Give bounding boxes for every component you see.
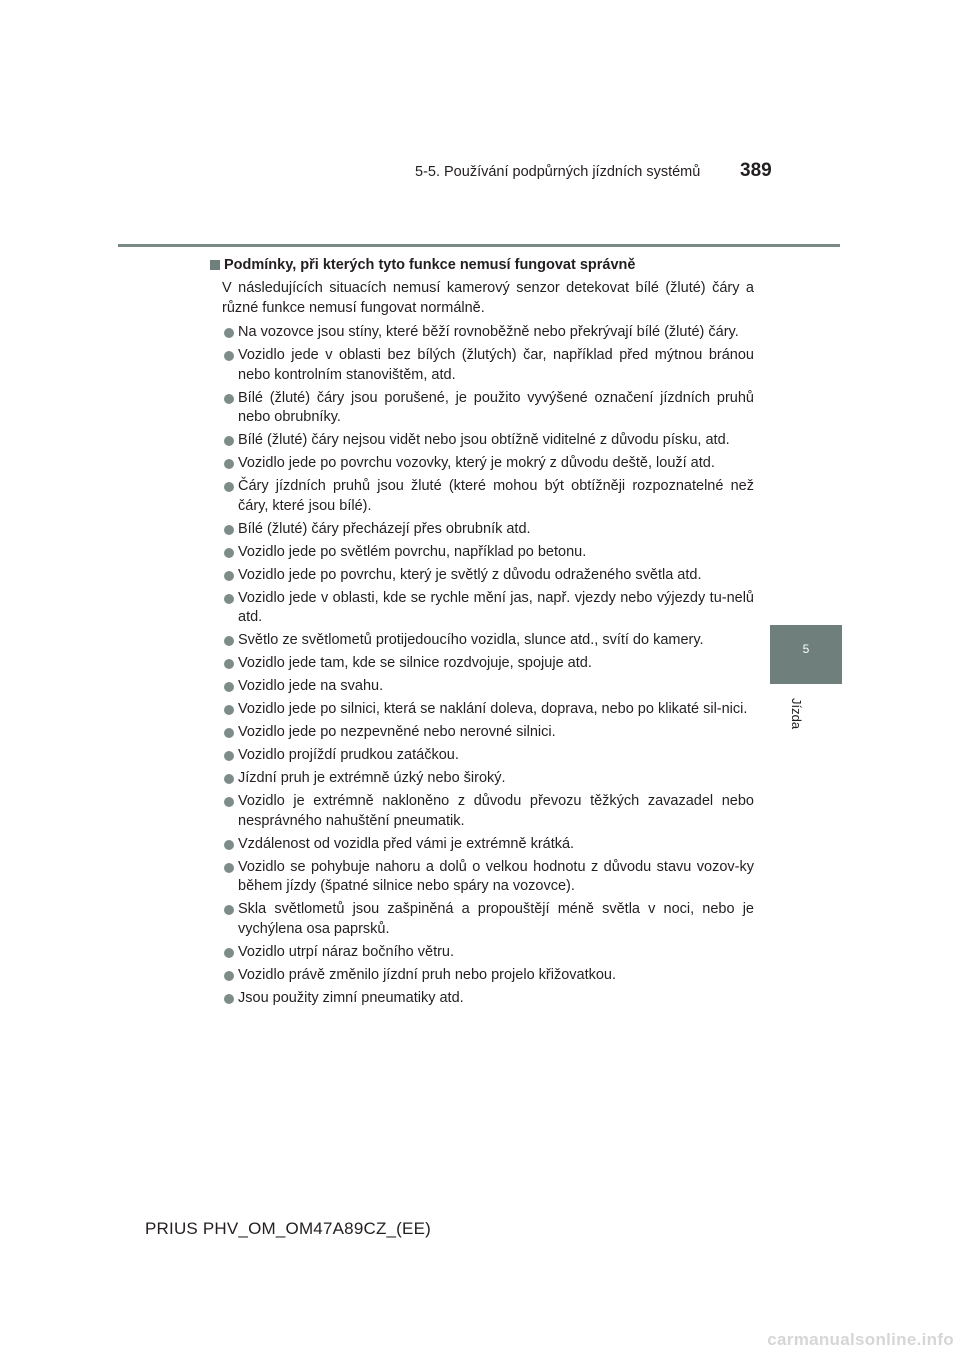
circle-bullet-icon	[224, 751, 234, 761]
circle-bullet-icon	[224, 328, 234, 338]
circle-bullet-icon	[224, 840, 234, 850]
list-item-text: Vzdálenost od vozidla před vámi je extrémně krátká.	[238, 835, 575, 852]
list-item-text: Vozidlo utrpí náraz bočního větru.	[238, 943, 455, 960]
circle-bullet-icon	[224, 394, 234, 404]
section-heading-text: Podmínky, při kterých tyto funkce nemusí fungovat správně	[224, 257, 636, 273]
section-heading	[209, 256, 754, 275]
circle-bullet-icon	[224, 636, 234, 646]
intro-paragraph: V následujících situacích nemusí kamerový senzor detekovat bílé (žluté) čáry a různé funkce nemusí fungovat normálně.	[222, 280, 754, 316]
circle-bullet-icon	[224, 351, 234, 361]
document-id: PRIUS PHV_OM_OM47A89CZ_(EE)	[145, 1219, 431, 1238]
list-item	[209, 346, 754, 385]
circle-bullet-icon	[224, 948, 234, 958]
list-item	[209, 520, 754, 540]
chapter-tab	[770, 625, 842, 684]
list-item	[209, 792, 754, 831]
list-item-text: Vozidlo jede po silnici, která se naklání doleva, doprava, nebo po klikaté sil-nici.	[238, 701, 748, 717]
list-item-text: Vozidlo se pohybuje nahoru a dolů o velkou hodnotu z důvodu stavu vozov-ky během jízdy (špatné silnice nebo spáry na vozovce).	[238, 858, 754, 894]
circle-bullet-icon	[224, 482, 234, 492]
list-item	[209, 900, 754, 939]
list-item-text: Vozidlo jede v oblasti bez bílých (žlutých) čar, například před mýtnou bránou nebo kontrolním stanovištěm, atd.	[238, 347, 754, 383]
list-item	[209, 677, 754, 697]
list-item	[209, 858, 754, 897]
list-item	[209, 431, 754, 451]
circle-bullet-icon	[224, 459, 234, 469]
list-item	[209, 477, 754, 516]
list-item-text: Skla světlometů jsou zašpiněná a propouštějí méně světla v noci, nebo je vychýlena osa paprsků.	[238, 901, 754, 937]
list-item	[209, 389, 754, 428]
header-section-title: 5-5. Používání podpůrných jízdních systémů	[415, 164, 701, 180]
list-item-text: Vozidlo jede po povrchu vozovky, který je mokrý z důvodu deště, louží atd.	[238, 455, 715, 471]
list-item-text: Vozidlo je extrémně nakloněno z důvodu převozu těžkých zavazadel nebo nesprávného nahuštění pneumatik.	[238, 793, 754, 829]
circle-bullet-icon	[224, 594, 234, 604]
header-divider	[118, 244, 840, 247]
list-item	[209, 543, 754, 563]
list-item	[209, 943, 754, 963]
list-item-text: Bílé (žluté) čáry přecházejí přes obrubník atd.	[238, 520, 531, 537]
circle-bullet-icon	[224, 728, 234, 738]
list-item-text: Vozidlo právě změnilo jízdní pruh nebo projelo křižovatkou.	[238, 966, 617, 983]
list-item-text: Jsou použity zimní pneumatiky atd.	[238, 989, 464, 1006]
list-item	[209, 769, 754, 789]
list-item-text: Bílé (žluté) čáry jsou porušené, je použito vyvýšené označení jízdních pruhů nebo obrubníky.	[238, 389, 754, 425]
list-item-text: Světlo ze světlometů protijedoucího vozidla, slunce atd., svítí do kamery.	[238, 632, 704, 648]
chapter-number: 5	[802, 642, 810, 656]
page-number: 389	[740, 160, 772, 181]
circle-bullet-icon	[224, 863, 234, 873]
circle-bullet-icon	[224, 436, 234, 446]
list-item-text: Na vozovce jsou stíny, které běží rovnoběžně nebo překrývají bílé (žluté) čáry.	[238, 324, 739, 340]
list-item-text: Vozidlo projíždí prudkou zatáčkou.	[238, 747, 459, 763]
list-item	[209, 323, 754, 343]
list-item	[209, 723, 754, 743]
list-item	[209, 746, 754, 766]
list-item-text: Jízdní pruh je extrémně úzký nebo široký.	[238, 770, 506, 786]
list-item	[209, 454, 754, 474]
circle-bullet-icon	[224, 905, 234, 915]
list-item-text: Vozidlo jede po povrchu, který je světlý z důvodu odraženého světla atd.	[238, 566, 702, 583]
circle-bullet-icon	[224, 797, 234, 807]
list-item-text: Vozidlo jede na svahu.	[238, 678, 384, 694]
list-item	[209, 835, 754, 855]
list-item-text: Vozidlo jede po světlém povrchu, například po betonu.	[238, 543, 587, 560]
list-item	[209, 654, 754, 674]
circle-bullet-icon	[224, 525, 234, 535]
list-item	[209, 700, 754, 720]
circle-bullet-icon	[224, 659, 234, 669]
list-item-text: Bílé (žluté) čáry nejsou vidět nebo jsou obtížně viditelné z důvodu písku, atd.	[238, 432, 730, 448]
list-item	[209, 966, 754, 986]
square-bullet-icon	[210, 260, 220, 270]
circle-bullet-icon	[224, 971, 234, 981]
list-item	[209, 989, 754, 1009]
list-item	[209, 589, 754, 628]
list-item-text: Vozidlo jede v oblasti, kde se rychle mění jas, např. vjezdy nebo výjezdy tu-nelů atd.	[238, 589, 754, 625]
circle-bullet-icon	[224, 994, 234, 1004]
circle-bullet-icon	[224, 571, 234, 581]
circle-bullet-icon	[224, 774, 234, 784]
list-item-text: Vozidlo jede po nezpevněné nebo nerovné silnici.	[238, 724, 556, 740]
circle-bullet-icon	[224, 682, 234, 692]
circle-bullet-icon	[224, 548, 234, 558]
list-item-text: Čáry jízdních pruhů jsou žluté (které mohou být obtížněji rozpoznatelné než čáry, které jsou bílé).	[238, 478, 754, 514]
chapter-label-text: Jízda	[789, 698, 804, 730]
list-item-text: Vozidlo jede tam, kde se silnice rozdvojuje, spojuje atd.	[238, 655, 592, 671]
list-item	[209, 631, 754, 651]
main-content	[209, 256, 754, 1012]
chapter-label	[786, 690, 826, 740]
circle-bullet-icon	[224, 705, 234, 715]
list-item	[209, 566, 754, 586]
watermark: carmanualsonline.info	[767, 1330, 954, 1349]
condition-list	[209, 323, 754, 1008]
